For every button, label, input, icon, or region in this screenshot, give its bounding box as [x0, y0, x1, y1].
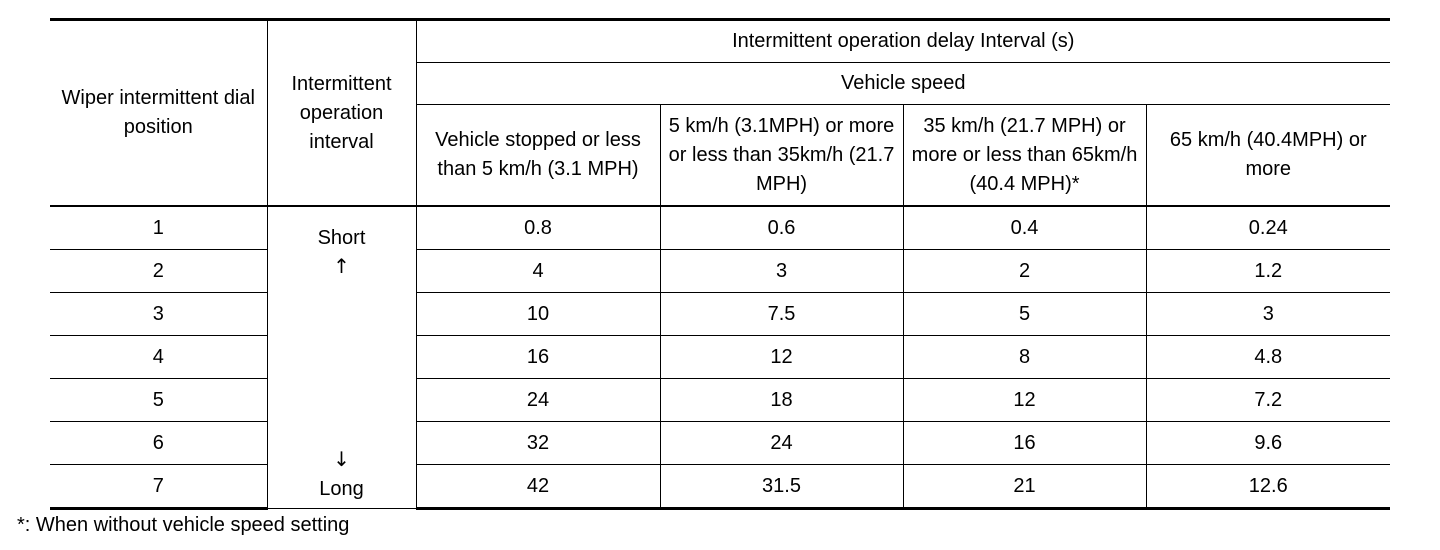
value-cell: 24 — [660, 422, 903, 465]
value-cell: 16 — [903, 422, 1146, 465]
value-cell: 4.8 — [1146, 336, 1390, 379]
table-row — [50, 465, 1390, 509]
table-row — [50, 379, 1390, 422]
header-speed-stopped: Vehicle stopped or less than 5 km/h (3.1 MPH) — [416, 105, 660, 207]
value-cell: 21 — [903, 465, 1146, 509]
value-cell: 0.4 — [903, 206, 1146, 250]
value-cell: 0.24 — [1146, 206, 1390, 250]
value-cell: 32 — [416, 422, 660, 465]
dial-position-cell: 1 — [50, 206, 267, 250]
dial-position-cell: 6 — [50, 422, 267, 465]
footnote: *: When without vehicle speed setting — [17, 514, 350, 536]
table-row — [50, 336, 1390, 379]
arrow-up-icon: ↑ — [333, 253, 350, 278]
value-cell: 0.6 — [660, 206, 903, 250]
header-speed-35-65: 35 km/h (21.7 MPH) or more or less than 65km/h (40.4 MPH)* — [903, 105, 1146, 207]
header-vehicle-speed: Vehicle speed — [416, 63, 1390, 105]
dial-position-cell: 4 — [50, 336, 267, 379]
arrow-down-icon: ↓ — [333, 446, 350, 471]
table-row — [50, 422, 1390, 465]
header-dial-position: Wiper intermittent dial position — [50, 20, 267, 207]
value-cell: 5 — [903, 293, 1146, 336]
value-cell: 8 — [903, 336, 1146, 379]
value-cell: 18 — [660, 379, 903, 422]
value-cell: 3 — [660, 250, 903, 293]
value-cell: 7.2 — [1146, 379, 1390, 422]
value-cell: 31.5 — [660, 465, 903, 509]
dial-position-cell: 7 — [50, 465, 267, 509]
value-cell: 1.2 — [1146, 250, 1390, 293]
interval-short-label: Short — [317, 226, 366, 249]
interval-long-label: Long — [319, 477, 364, 500]
value-cell: 12 — [660, 336, 903, 379]
value-cell: 3 — [1146, 293, 1390, 336]
table-row — [50, 293, 1390, 336]
table-row — [50, 206, 1390, 250]
value-cell: 2 — [903, 250, 1146, 293]
interval-cell — [267, 206, 416, 509]
value-cell: 10 — [416, 293, 660, 336]
value-cell: 12.6 — [1146, 465, 1390, 509]
header-speed-65-plus: 65 km/h (40.4MPH) or more — [1146, 105, 1390, 207]
value-cell: 4 — [416, 250, 660, 293]
value-cell: 16 — [416, 336, 660, 379]
value-cell: 12 — [903, 379, 1146, 422]
value-cell: 24 — [416, 379, 660, 422]
dial-position-cell: 2 — [50, 250, 267, 293]
value-cell: 0.8 — [416, 206, 660, 250]
value-cell: 7.5 — [660, 293, 903, 336]
dial-position-cell: 5 — [50, 379, 267, 422]
header-speed-5-35: 5 km/h (3.1MPH) or more or less than 35km/h (21.7 MPH) — [660, 105, 903, 207]
value-cell: 42 — [416, 465, 660, 509]
header-operation-interval: Intermittent operation interval — [267, 20, 416, 207]
value-cell: 9.6 — [1146, 422, 1390, 465]
wiper-interval-table — [50, 18, 1390, 510]
table-row — [50, 250, 1390, 293]
dial-position-cell: 3 — [50, 293, 267, 336]
header-delay-interval: Intermittent operation delay Interval (s) — [416, 20, 1390, 63]
